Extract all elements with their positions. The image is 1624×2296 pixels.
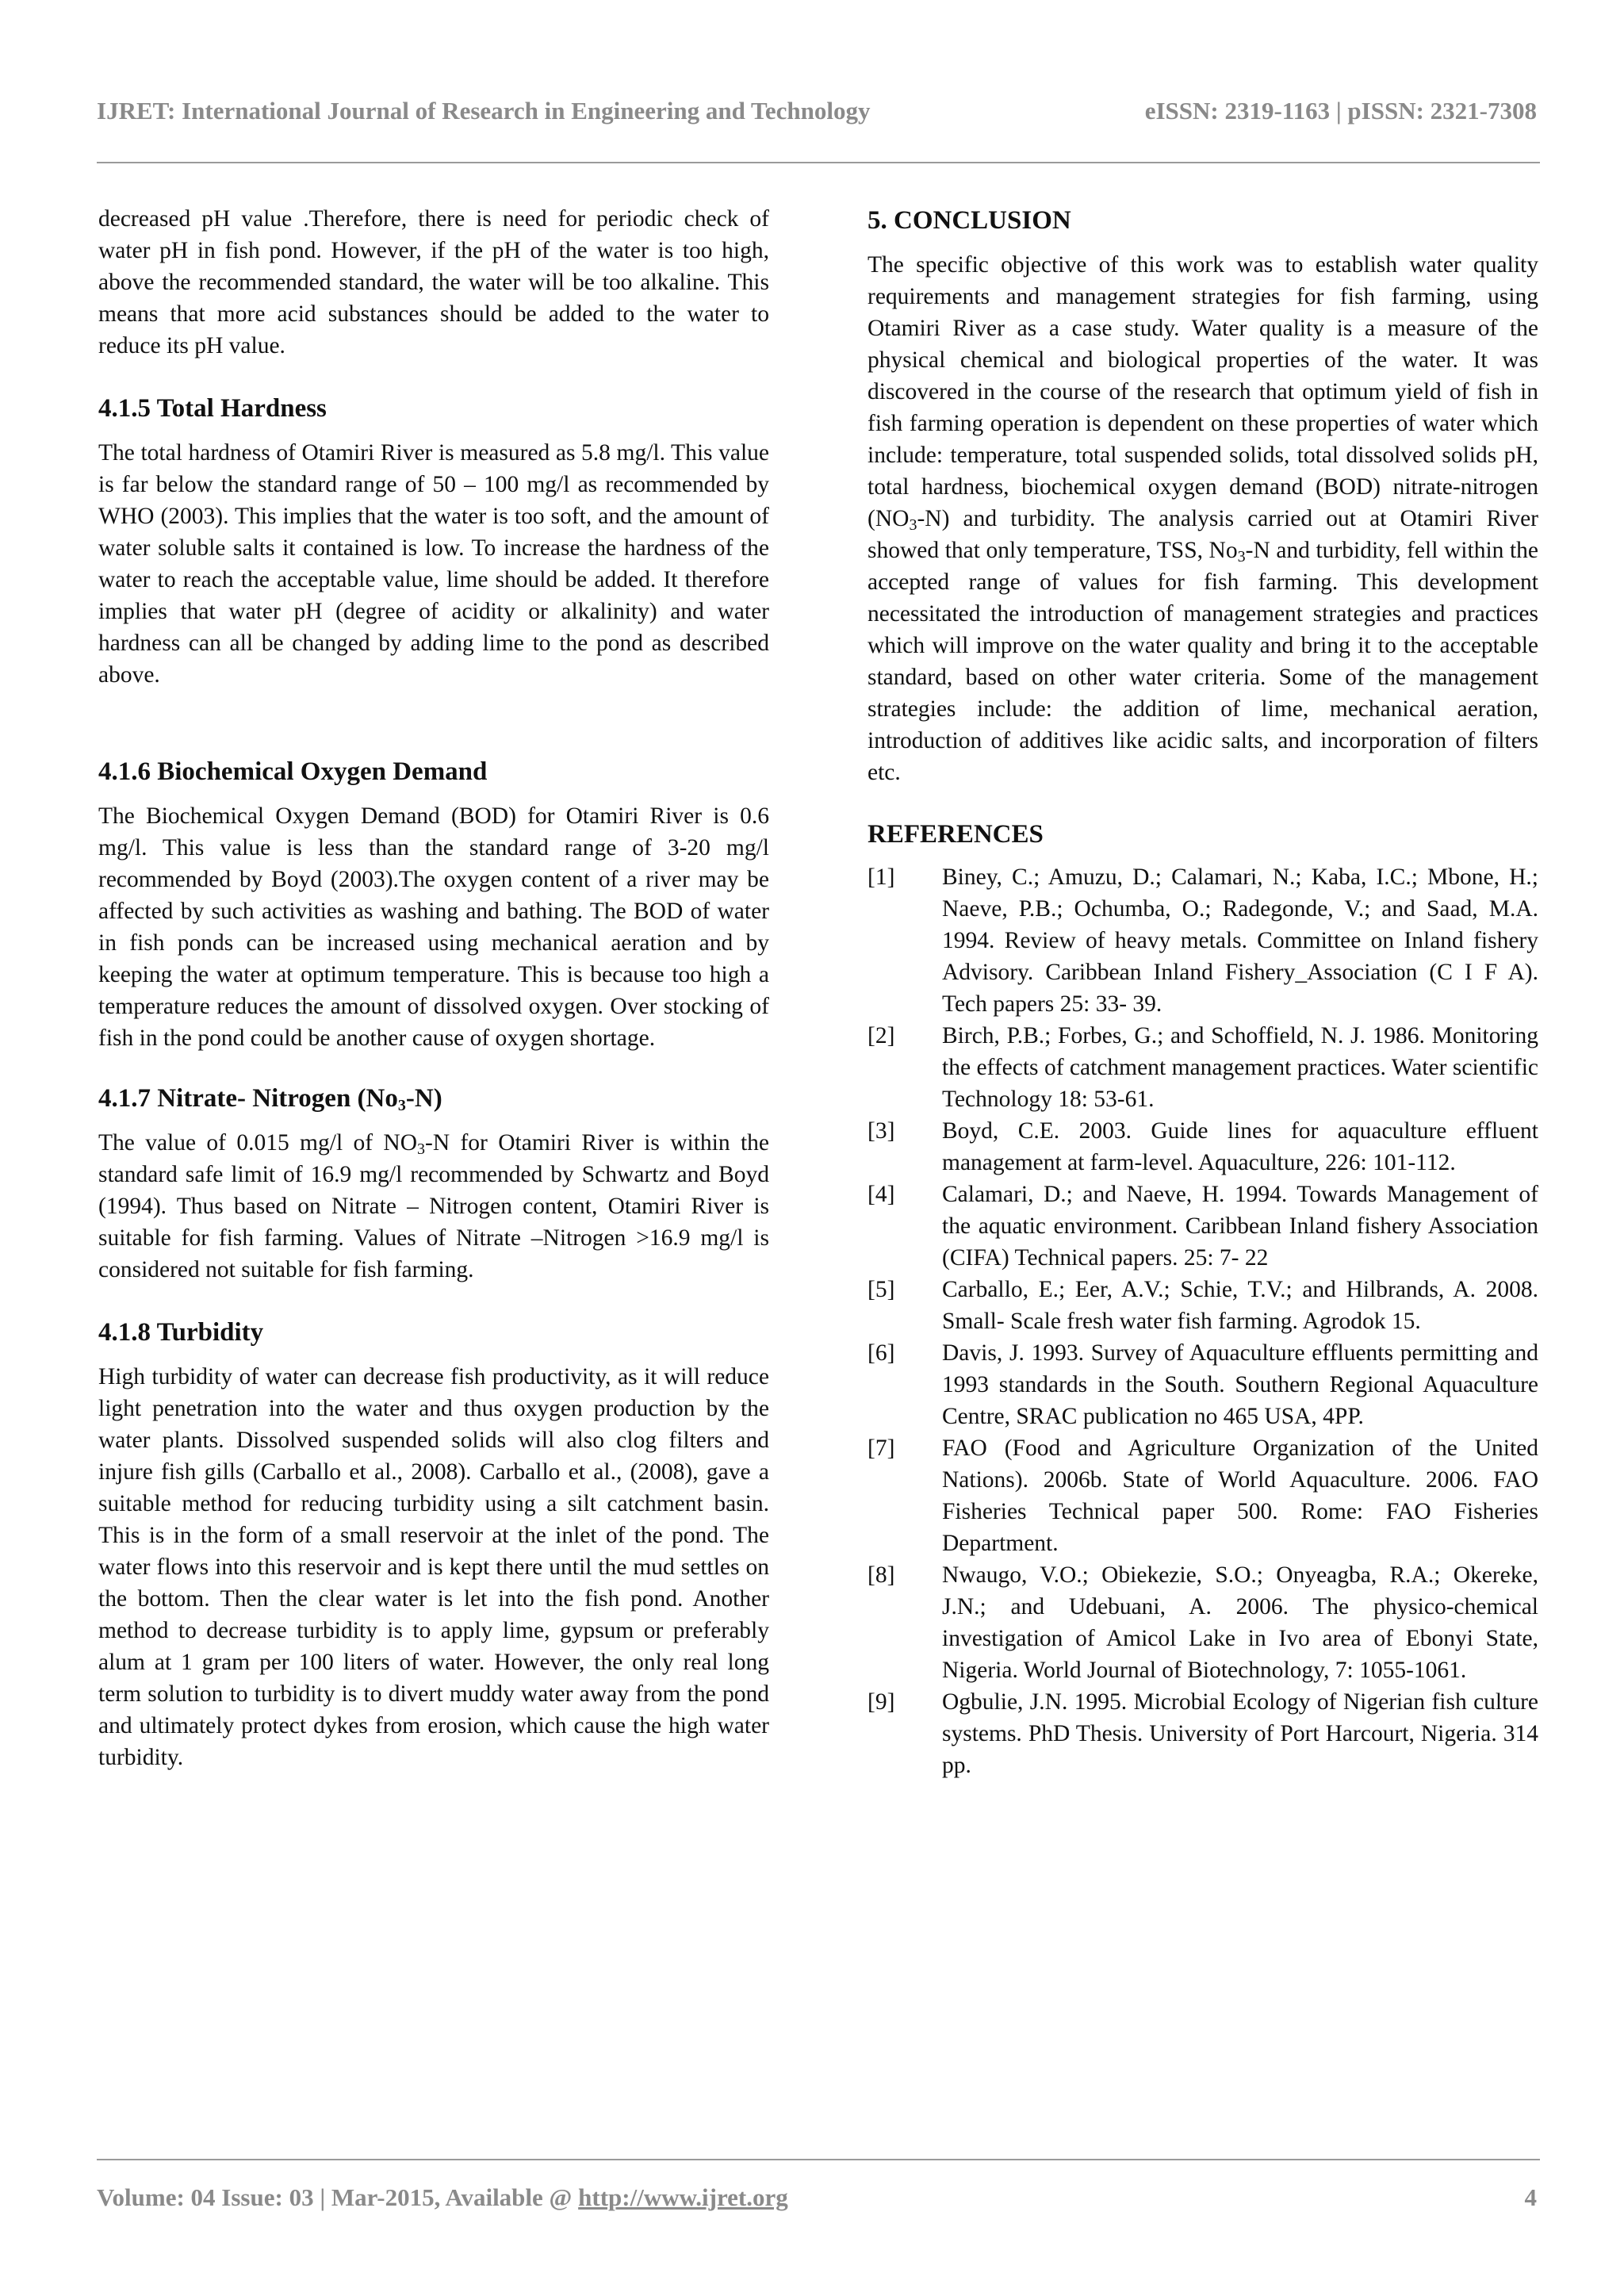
reference-item [868, 1337, 1538, 1432]
reference-item [868, 1274, 1538, 1337]
reference-text: Davis, J. 1993. Survey of Aquaculture effluents permitting and 1993 standards in the South. Southern Regional Aquaculture Centre, SRAC publication no 465 USA, 4PP. [942, 1340, 1538, 1429]
page-number: 4 [1524, 2183, 1537, 2211]
reference-text: Carballo, E.; Eer, A.V.; Schie, T.V.; and Hilbrands, A. 2008. Small- Scale fresh water fish farming. Agrodok 15. [942, 1277, 1538, 1334]
reference-item [868, 861, 1538, 1020]
reference-item [868, 1179, 1538, 1274]
reference-number: [8] [868, 1562, 895, 1588]
reference-text: Birch, P.B.; Forbes, G.; and Schoffield, N. J. 1986. Monitoring the effects of catchment management practices. Water scientific Technology 18: 53-61. [942, 1023, 1538, 1112]
reference-text: Calamari, D.; and Naeve, H. 1994. Towards Management of the aquatic environment. Caribbean Inland fishery Association (CIFA) Technical papers. 25: 7- 22 [942, 1182, 1538, 1271]
running-footer [97, 2183, 1537, 2223]
header-divider [97, 162, 1540, 163]
reference-text: Biney, C.; Amuzu, D.; Calamari, N.; Kaba, I.C.; Mbone, H.; Naeve, P.B.; Ochumba, O.; Radegonde, V.; and Saad, M.A. 1994. Review of heavy metals. Committee on Inland fishery Advisory. Caribbean Inland Fishery_Association (C I F A). Tech papers 25: 33- 39. [942, 864, 1538, 1017]
reference-text: Boyd, C.E. 2003. Guide lines for aquaculture effluent management at farm-level. Aquaculture, 226: 101-112. [942, 1118, 1538, 1175]
section-heading-turbidity: 4.1.8 Turbidity [98, 1318, 264, 1347]
reference-text: Ogbulie, J.N. 1995. Microbial Ecology of Nigerian fish culture systems. PhD Thesis. University of Port Harcourt, Nigeria. 314 pp. [942, 1689, 1538, 1778]
total-hardness-paragraph: The total hardness of Otamiri River is measured as 5.8 mg/l. This value is far below the standard range of 50 – 100 mg/l as recommended by WHO (2003). This implies that the water is too soft, and the amount of water soluble salts it contained is low. To increase the hardness of the water to reach the acceptable value, lime should be added. It therefore implies that water pH (degree of acidity or alkalinity) and water hardness can all be changed by adding lime to the pond as described above. [98, 440, 769, 688]
reference-item [868, 1559, 1538, 1686]
reference-list [868, 861, 1538, 1781]
section-heading-references: REFERENCES [868, 820, 1044, 849]
reference-text: FAO (Food and Agriculture Organization of the United Nations). 2006b. State of World Aquaculture. 2006. FAO Fisheries Technical paper 500. Rome: FAO Fisheries Department. [942, 1435, 1538, 1556]
reference-number: [4] [868, 1182, 895, 1207]
turbidity-paragraph: High turbidity of water can decrease fish productivity, as it will reduce light penetration into the water and thus oxygen production by the water plants. Dissolved suspended solids will also clog filters and injure fish gills (Carballo et al., 2008). Carballo et al., (2008), gave a suitable method for reducing turbidity using a silt catchment basin. This is in the form of a small reservoir at the inlet of the pond. The water flows into this reservoir and is kept there until the mud settles on the bottom. Then the clear water is let into the fish pond. Another method to decrease turbidity is to apply lime, gypsum or preferably alum at 1 gram per 100 liters of water. However, the only real long term solution to turbidity is to divert muddy water away from the pond and ultimately protect dykes from erosion, which cause the high water turbidity. [98, 1364, 769, 1770]
issue-info: Volume: 04 Issue: 03 | Mar-2015, Available @ http://www.ijret.org [97, 2183, 788, 2211]
section-heading-total-hardness: 4.1.5 Total Hardness [98, 394, 327, 423]
right-column [868, 203, 1538, 1781]
issn-info: eISSN: 2319-1163 | pISSN: 2321-7308 [1144, 97, 1537, 125]
conclusion-paragraph: The specific objective of this work was to establish water quality requirements and management strategies for fish farming, using Otamiri River as a case study. Water quality is a measure of the physical chemical and biological properties of the water. It was discovered in the course of the research that optimum yield of fish in fish farming operation is dependent on these properties of water which include: temperature, total suspended solids, total dissolved solids pH, total hardness, biochemical oxygen demand (BOD) nitrate-nitrogen $(NO_3-N)$ and turbidity. The analysis carried out at Otamiri River showed that only temperature, TSS, $No_3-N$ and turbidity, fell within the accepted range of values for fish farming. This development necessitated the introduction of management strategies and practices which will improve on the water quality and bring it to the acceptable standard, based on other water criteria. Some of the management strategies include: the addition of lime, mechanical aeration, introduction of additives like acidic salts, and incorporation of filters etc. [868, 252, 1538, 785]
reference-number: [7] [868, 1435, 895, 1461]
reference-number: [5] [868, 1277, 895, 1302]
nitrate-paragraph: The value of 0.015 mg/l of $NO_3-N$ for Otamiri River is within the standard safe limit of 16.9 mg/l recommended by Schwartz and Boyd (1994). Thus based on Nitrate – Nitrogen content, Otamiri River is suitable for fish farming. Values of Nitrate –Nitrogen >16.9 mg/l is considered not suitable for fish farming. [98, 1130, 769, 1282]
reference-number: [3] [868, 1118, 895, 1144]
reference-item [868, 1020, 1538, 1115]
journal-title: IJRET: International Journal of Research in Engineering and Technology [97, 97, 871, 125]
reference-number: [2] [868, 1023, 895, 1048]
reference-number: [6] [868, 1340, 895, 1366]
section-heading-conclusion: 5. CONCLUSION [868, 206, 1071, 235]
reference-number: [9] [868, 1689, 895, 1715]
journal-website-link[interactable]: http://www.ijret.org [578, 2183, 788, 2211]
reference-number: [1] [868, 864, 895, 890]
reference-item [868, 1686, 1538, 1781]
continued-paragraph: decreased pH value .Therefore, there is need for periodic check of water pH in fish pond. However, if the pH of the water is too high, above the recommended standard, the water will be too alkaline. This means that more acid substances should be added to the water to reduce its pH value. [98, 206, 769, 358]
footer-divider [97, 2159, 1540, 2160]
running-header [97, 97, 1537, 136]
left-column [98, 203, 769, 1773]
reference-text: Nwaugo, V.O.; Obiekezie, S.O.; Onyeagba, R.A.; Okereke, J.N.; and Udebuani, A. 2006. The physico-chemical investigation of Amicol Lake in Ivo area of Ebonyi State, Nigeria. World Journal of Biotechnology, 7: 1055-1061. [942, 1562, 1538, 1683]
section-heading-bod: 4.1.6 Biochemical Oxygen Demand [98, 757, 488, 786]
reference-item [868, 1432, 1538, 1559]
section-heading-nitrate: 4.1.7 Nitrate- Nitrogen $(No_3-N)$ [98, 1084, 442, 1114]
bod-paragraph: The Biochemical Oxygen Demand (BOD) for Otamiri River is 0.6 mg/l. This value is less than the standard range of 3-20 mg/l recommended by Boyd (2003).The oxygen content of a river may be affected by such activities as washing and bathing. The BOD of water in fish ponds can be increased using mechanical aeration and by keeping the water at optimum temperature. This is because too high a temperature reduces the amount of dissolved oxygen. Over stocking of fish in the pond could be another cause of oxygen shortage. [98, 803, 769, 1051]
reference-item [868, 1115, 1538, 1179]
